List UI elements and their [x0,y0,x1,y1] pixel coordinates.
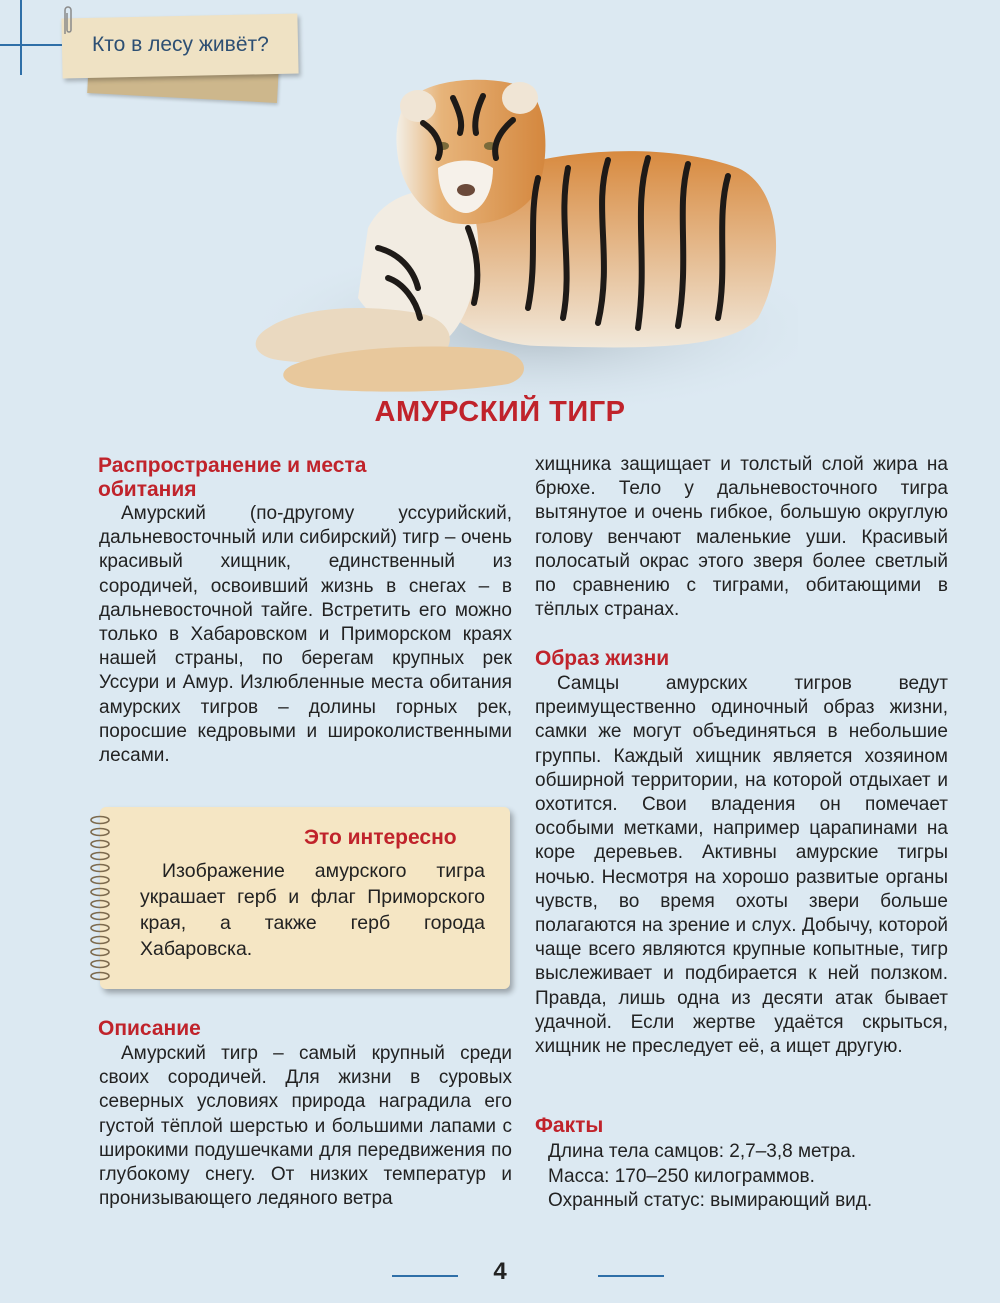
interesting-text: Изображение амурского тигра украшает герб и флаг Приморского края, а также герб города Хабаровска. [140,860,485,960]
distribution-text: Амурский (по-другому уссурийский, дальневосточный или сибирский) тигр – очень красивый хищник, единственный из сородичей, освоивший жизнь в снегах – в дальневосточной тайге. Встретить его можно только в Хабаровском и Приморском краях нашей страны, по берегам крупных рек Уссури и Амур. Излюбленные места обитания амурских тигров – долины горных рек, поросшие кедровыми и широколиственными лесами. [99,503,512,767]
fact-item: Длина тела самцов: 2,7–3,8 метра. [548,1141,857,1162]
section-title: Кто в лесу живёт? [92,33,269,56]
article-title: АМУРСКИЙ ТИГР [374,396,626,428]
lifestyle-heading: Образ жизни [535,647,670,670]
paperclip-icon [62,4,74,38]
distribution-heading-line1: Распространение и места [98,454,367,477]
description-heading: Описание [98,1017,201,1040]
fact-item: Масса: 170–250 килограммов. [548,1165,815,1187]
notebook-spiral-icon [88,812,112,984]
description-continuation: хищника защищает и толстый слой жира на брюхе. Тело у дальневосточного тигра вытянутое и очень гибкое, большую округлую голову венчают маленькие уши. Красивый полосатый окрас этого зверя более светлый по сравнению с тиграми, обитающими в тёплых странах. [535,454,948,621]
description-text: Амурский тигр – самый крупный среди своих сородичей. Для жизни в суровых северных условиях природа наградила его густой тёплой шерстью и большими лапами с широкими подушечками для передвижения по глубокому снегу. От низких температур и пронизывающего ледяного ветра [99,1043,512,1210]
fact-item: Охранный статус: вымирающий вид. [548,1190,873,1211]
page-number: 4 [493,1258,507,1285]
tiger-photo [238,78,798,408]
distribution-heading [98,454,366,502]
footer-line-right [598,1275,664,1277]
facts-heading: Факты [535,1114,604,1137]
distribution-heading-line2: обитания [98,478,197,501]
facts-list [548,1140,872,1214]
header-vertical-line [20,0,22,75]
lifestyle-text: Самцы амурских тигров ведут преимущественно одиночный образ жизни, самки же могут объединяться в небольшие группы. Каждый хищник является хозяином обширной территории, на которой отдыхает и охотится. Свои владения он помечает особыми метками, например царапинами на коре деревьев. Активны амурские тигры ночью. Несмотря на хорошо развитые органы чувств, во время охоты звери больше полагаются на зрение и слух. Добычу, которой чаще всего являются крупные копытные, тигр выслеживает и подбирается к ней ползком. Правда, лишь одна из десяти атак бывает удачной. Если жертве удаётся скрыться, хищник не преследует её, а ищет другую. [535,673,948,1058]
interesting-heading: Это интересно [304,826,457,849]
